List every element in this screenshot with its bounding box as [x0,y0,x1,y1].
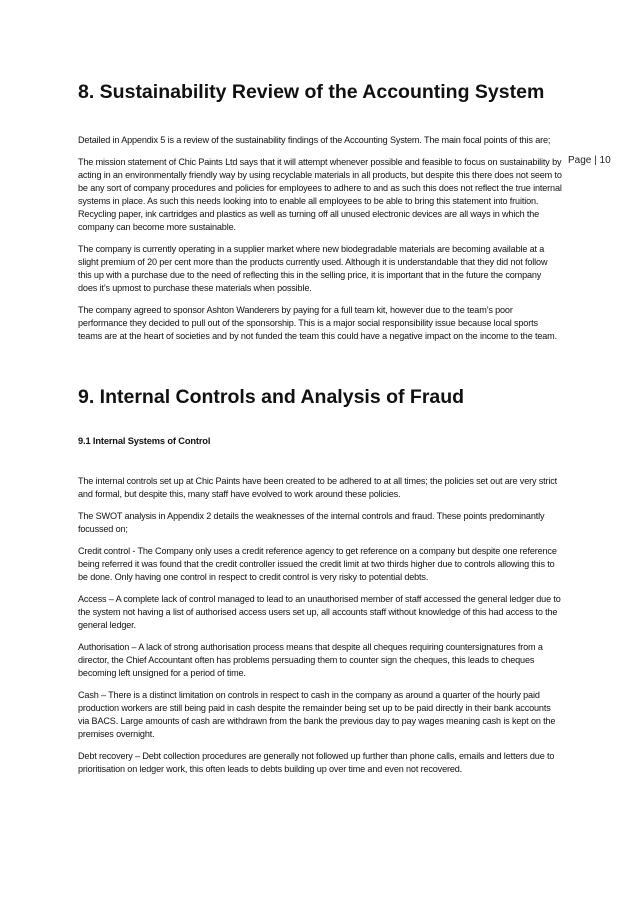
section-8-paragraph: The mission statement of Chic Paints Ltd says that it will attempt whenever possible and feasible to focus on sustainability by acting in an environmentally friendly way by using recyclable materials in all products, but despite this there does not seem to be any sort of company procedures and policies for employees to adhere to and as such this does not reflect the true internal systems in place. As such this needs looking into to enable all employees to be able to bring this statement into fruition. Recycling paper, ink cartridges and plastics as well as turning off all unused electronic devices are all ways in which the company can become more sustainable. [78,157,562,232]
document-body [78,80,562,785]
section-8-paragraph: The company agreed to sponsor Ashton Wanderers by paying for a full team kit, however due to the team’s poor performance they decided to pull out of the sponsorship. This is a major social responsibility issue because local sports teams are at the heart of societies and by not funded the team this could have a negative impact on the income to the team. [78,305,557,341]
section-8-heading: 8. Sustainability Review of the Accounting System [78,81,545,103]
section-9-paragraph: Credit control - The Company only uses a credit reference agency to get reference on a company but despite one reference being referred it was found that the credit controller issued the credit limit at two thirds higher due to controls allowing this to be done. Only having one control in respect to credit control is very risky to potential debts. [78,546,557,582]
section-9-1-subheading: 9.1 Internal Systems of Control [78,436,211,446]
page-label: Page [568,155,592,166]
section-8-paragraph: The company is currently operating in a supplier market where new biodegradable materials are becoming available at a slight premium of 20 per cent more than the products currently used. Although it is understandable that they did not follow this up with a purchase due to the need of reflecting this in the selling price, it is important that in the future the company does it’s upmost to purchase these materials when possible. [78,244,548,293]
section-9-paragraph: Cash – There is a distinct limitation on controls in respect to cash in the company as around a quarter of the hourly paid production workers are still being paid in cash despite the remainder being set up to be paid directly in their bank accounts via BACS. Large amounts of cash are withdrawn from the bank the previous day to pay wages meaning cash is kept on the premises overnight. [78,690,556,739]
section-9-heading: 9. Internal Controls and Analysis of Fraud [78,386,465,408]
section-9-paragraph: Debt recovery – Debt collection procedures are generally not followed up further than phone calls, emails and letters due to prioritisation on ledger work, this often leads to debts building up over time and even not recovered. [78,751,555,774]
section-9-paragraph: The internal controls set up at Chic Paints have been created to be adhered to at all times; the policies set out are very strict and formal, but despite this, many staff have evolved to work around these policies. [78,476,558,499]
page-number [568,155,611,166]
section-8-paragraph: Detailed in Appendix 5 is a review of the sustainability findings of the Accounting System. The main focal points of this are; [78,135,551,145]
section-9-paragraph: Access – A complete lack of control managed to lead to an unauthorised member of staff accessed the general ledger due to the system not having a list of authorised access users set up, all accounts staff without knowledge of this had access to the general ledger. [78,594,561,630]
section-9-paragraph: Authorisation – A lack of strong authorisation process means that despite all cheques requiring countersignatures from a director, the Chief Accountant often has problems persuading them to counter sign the cheques, this leads to cheques becoming left unsigned for a period of time. [78,642,543,678]
page-number-value: 10 [599,155,611,166]
section-9-paragraph: The SWOT analysis in Appendix 2 details the weaknesses of the internal controls and fraud. These points predominantly focussed on; [78,511,545,534]
page-separator: | [594,155,597,166]
